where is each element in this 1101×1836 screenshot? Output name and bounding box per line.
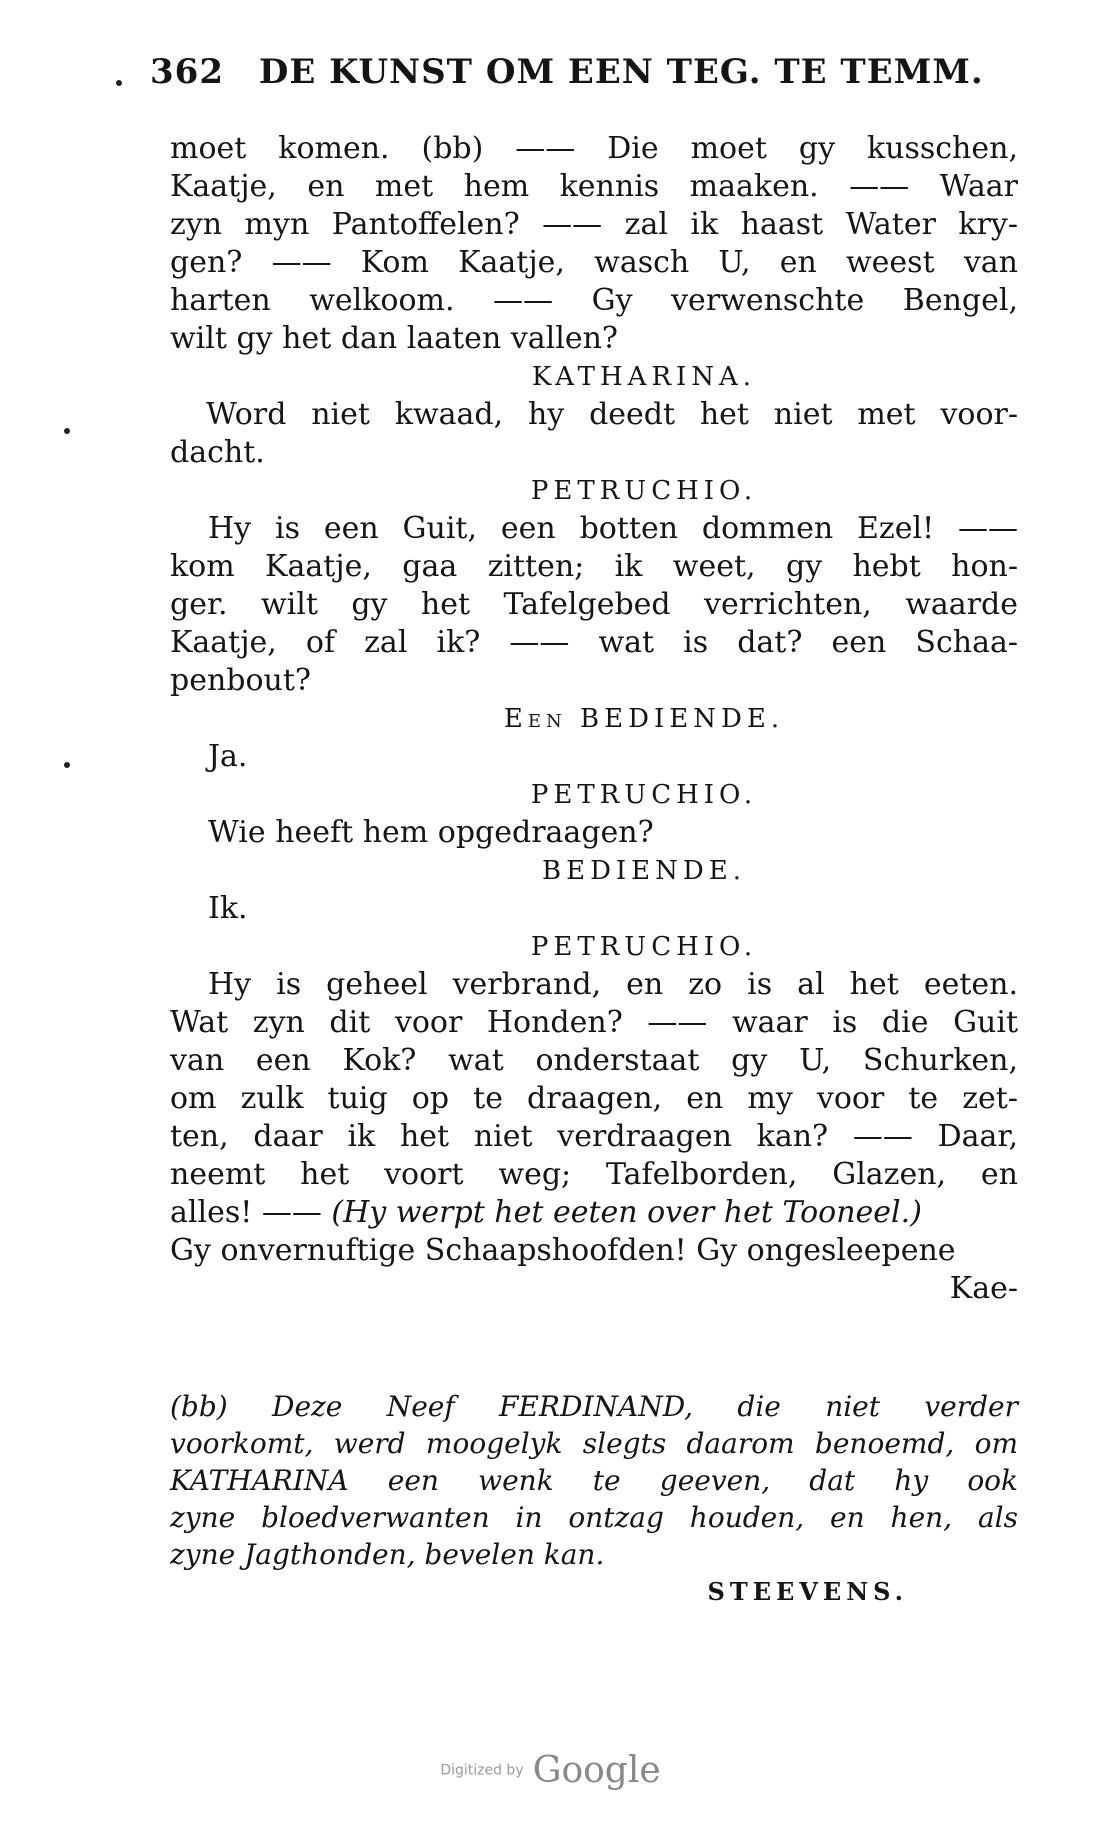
footnote — [170, 1388, 1018, 1611]
catchword: Kae- — [949, 1271, 1018, 1306]
speaker-name: Een BEDIENDE. — [503, 704, 785, 734]
digitized-by-label: Digitized by — [440, 1762, 524, 1779]
margin-dot — [64, 428, 70, 434]
text-line: Hy is een Guit, een botten dommen Ezel! —— — [208, 511, 1018, 546]
text-line: gen? —— Kom Kaatje, wasch U, en weest van — [170, 245, 1018, 280]
text-line: kom Kaatje, gaa zitten; ik weet, gy hebt hon- — [170, 549, 1018, 584]
google-logo: Google — [532, 1750, 661, 1791]
text-line: Ik. — [208, 891, 248, 926]
footnote-line: (bb) Deze Neef FERDINAND, die niet verder — [170, 1390, 1018, 1423]
text-line: Wat zyn dit voor Honden? —— waar is die Guit — [170, 1005, 1018, 1040]
margin-dot — [64, 762, 70, 768]
spacer — [170, 1308, 1018, 1388]
digitization-watermark — [0, 1750, 1101, 1791]
page-number: 362 — [150, 52, 224, 92]
running-title: DE KUNST OM EEN TEG. TE TEMM. — [258, 52, 984, 92]
speaker-name: BEDIENDE. — [541, 856, 747, 886]
passage — [170, 700, 1018, 776]
text-line: dacht. — [170, 435, 265, 470]
speaker-name: KATHARINA. — [531, 362, 757, 392]
footnote-line: voorkomt, werd moogelyk slegts daarom benoemd, om — [170, 1427, 1018, 1460]
speaker-name: PETRUCHIO. — [530, 780, 758, 810]
text-line: om zulk tuig op te draagen, en my voor te zet- — [170, 1081, 1018, 1116]
footnote-signature: STEEVENS. — [707, 1577, 908, 1606]
text-line: Wie heeft hem opgedraagen? — [208, 815, 654, 850]
footnote-line: KATHARINA een wenk te geeven, dat hy ook — [170, 1464, 1018, 1497]
play-text — [170, 130, 1018, 1611]
text-line: ger. wilt gy het Tafelgebed verrichten, waarde — [170, 587, 1018, 622]
text-fragment: alles! —— — [170, 1195, 332, 1230]
text-line: Gy onvernuftige Schaapshoofden! Gy ongesleepene — [170, 1233, 956, 1268]
text-line: Ja. — [208, 739, 248, 774]
text-line: neemt het voort weg; Tafelborden, Glazen, en — [170, 1157, 1018, 1192]
passage — [170, 928, 1018, 1308]
text-line: harten welkoom. —— Gy verwenschte Bengel, — [170, 283, 1018, 318]
text-line: zyn myn Pantoffelen? —— zal ik haast Water kry- — [170, 207, 1018, 242]
footnote-line: zyne Jagthonden, bevelen kan. — [170, 1538, 605, 1571]
text-line — [170, 1194, 1018, 1232]
text-line: ten, daar ik het niet verdraagen kan? —— Daar, — [170, 1119, 1018, 1154]
footnote-line: zyne bloedverwanten in ontzag houden, en hen, als — [170, 1501, 1018, 1534]
text-line: Word niet kwaad, hy deedt het niet met voor- — [206, 397, 1018, 432]
text-line: Kaatje, of zal ik? —— wat is dat? een Schaa- — [170, 625, 1018, 660]
passage — [170, 852, 1018, 928]
margin-dot — [116, 80, 122, 86]
text-line: Kaatje, en met hem kennis maaken. —— Waar — [170, 169, 1018, 204]
text-line: moet komen. (bb) —— Die moet gy kusschen, — [170, 131, 1018, 166]
stage-direction: (Hy werpt het eeten over het Tooneel.) — [331, 1195, 922, 1230]
passage — [170, 472, 1018, 700]
text-line: van een Kok? wat onderstaat gy U, Schurken, — [170, 1043, 1018, 1078]
passage — [170, 130, 1018, 358]
passage — [170, 358, 1018, 472]
speaker-name: PETRUCHIO. — [530, 476, 758, 506]
text-line: penbout? — [170, 663, 312, 698]
running-header — [150, 52, 1010, 102]
text-line: Hy is geheel verbrand, en zo is al het eeten. — [208, 967, 1018, 1002]
speaker-name: PETRUCHIO. — [530, 932, 758, 962]
text-line: wilt gy het dan laaten vallen? — [170, 321, 618, 356]
passage — [170, 776, 1018, 852]
